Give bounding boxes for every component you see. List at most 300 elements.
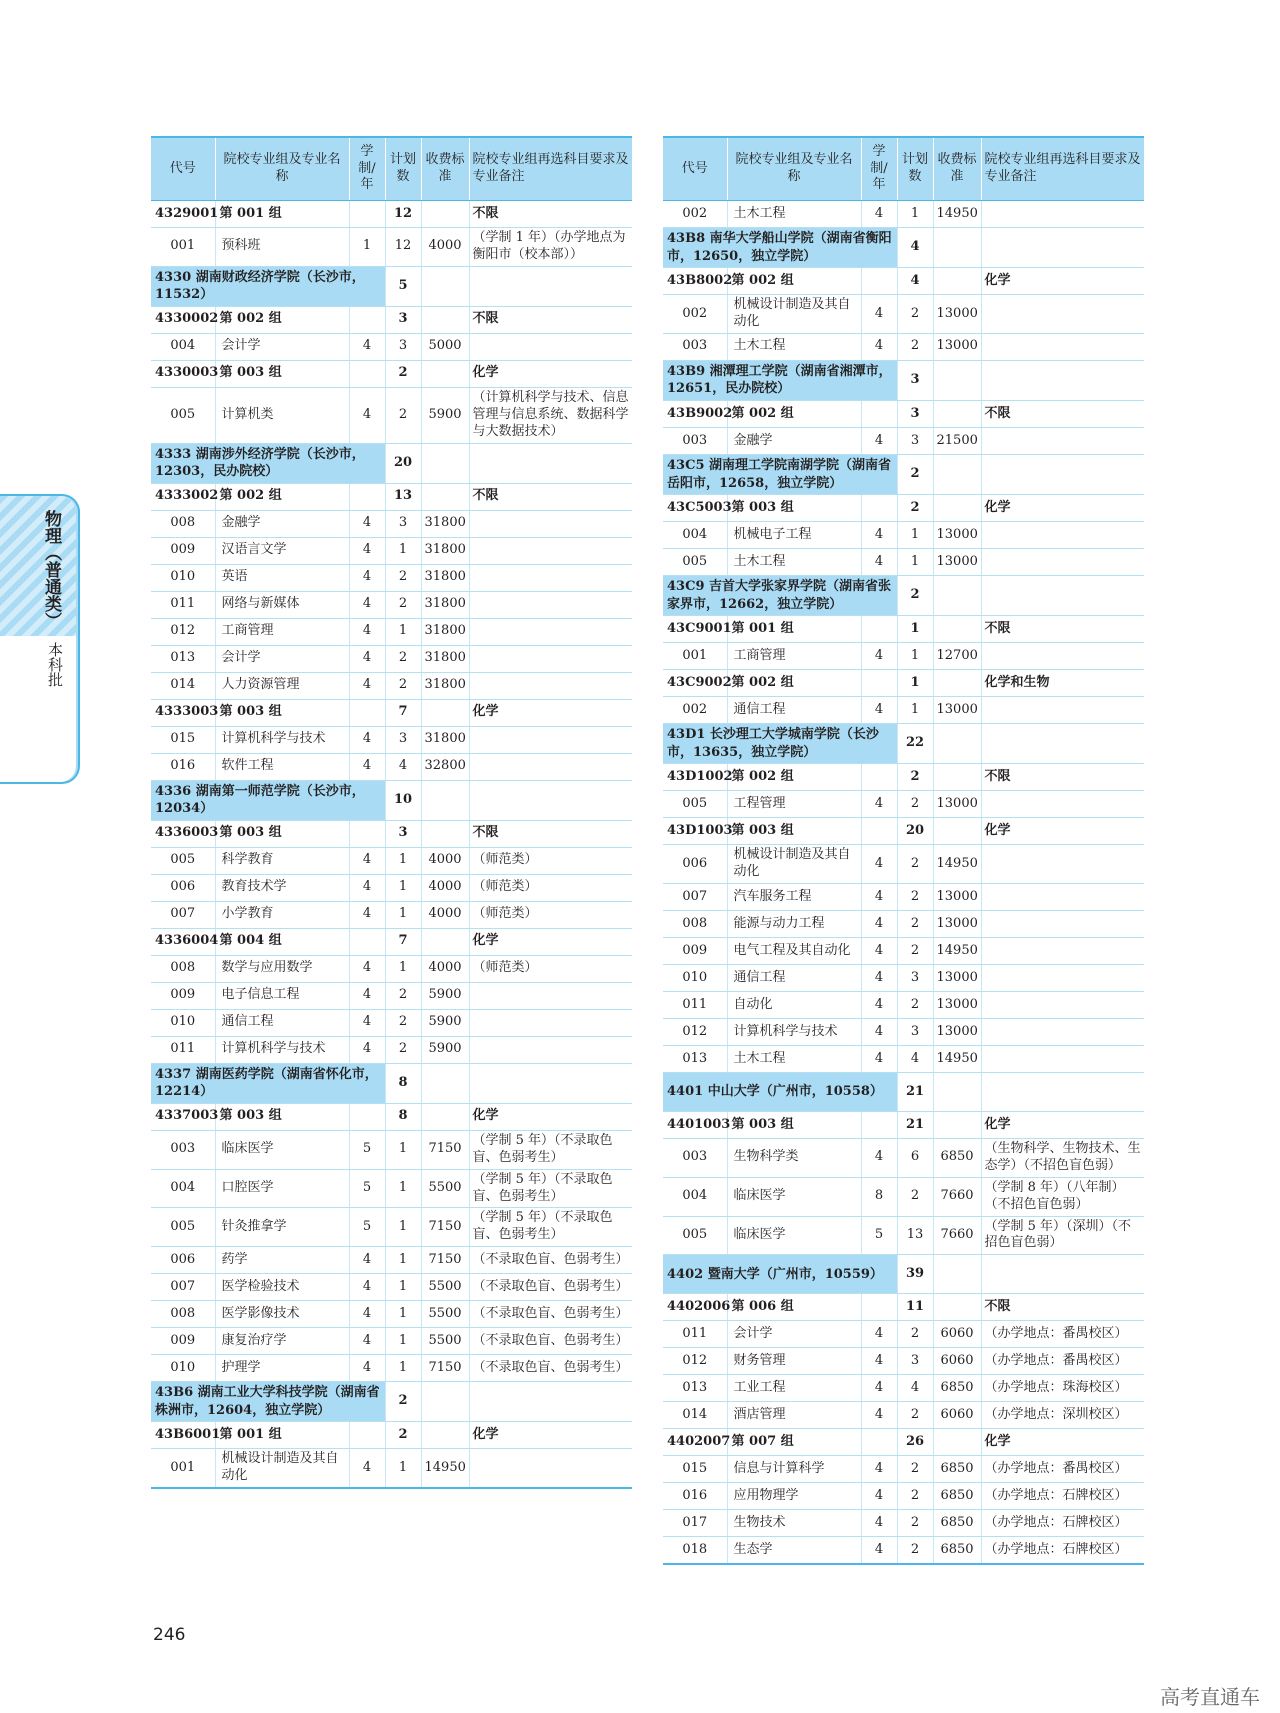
- major-name: 电子信息工程: [215, 982, 349, 1009]
- header-remark: 院校专业组再选科目要求及专业备注: [981, 137, 1144, 201]
- major-code: 001: [663, 643, 727, 670]
- remark-cell: [469, 1036, 632, 1063]
- major-row: [663, 1046, 1144, 1073]
- major-code: 005: [151, 387, 215, 443]
- fee-cell: 7660: [933, 1216, 981, 1255]
- years-cell: 4: [349, 333, 385, 360]
- remark-cell: （办学地点：石牌校区）: [981, 1510, 1144, 1537]
- remark-cell: [981, 454, 1144, 494]
- remark-cell: [981, 845, 1144, 884]
- major-code: 003: [663, 1139, 727, 1178]
- major-row: [151, 901, 632, 928]
- major-name: 信息与计算科学: [727, 1456, 861, 1483]
- remark-cell: （师范类）: [469, 901, 632, 928]
- plan-count: 2: [897, 295, 933, 334]
- fee-cell: [421, 928, 469, 955]
- fee-cell: 6850: [933, 1375, 981, 1402]
- group-row: [663, 818, 1144, 845]
- fee-cell: 5900: [421, 387, 469, 443]
- major-code: 006: [663, 845, 727, 884]
- fee-cell: 14950: [933, 1046, 981, 1073]
- group-code: 43C9001: [663, 616, 727, 643]
- header-code: 代号: [151, 137, 215, 201]
- fee-cell: 7150: [421, 1208, 469, 1247]
- years-cell: 4: [861, 1375, 897, 1402]
- fee-cell: 5900: [421, 982, 469, 1009]
- major-row: [663, 791, 1144, 818]
- major-row: [663, 1139, 1144, 1178]
- major-row: [151, 1130, 632, 1169]
- years-cell: 5: [349, 1208, 385, 1247]
- school-name: 4337 湖南医药学院（湖南省怀化市，12214）: [151, 1063, 385, 1103]
- remark-cell: （生物科学、生物技术、生态学）（不招色盲色弱）: [981, 1139, 1144, 1178]
- fee-cell: 4000: [421, 228, 469, 267]
- major-name: 工程管理: [727, 791, 861, 818]
- major-code: 013: [663, 1375, 727, 1402]
- header-remark: 院校专业组再选科目要求及专业备注: [469, 137, 632, 201]
- years-cell: [349, 699, 385, 726]
- years-cell: [861, 818, 897, 845]
- fee-cell: [933, 670, 981, 697]
- subject-requirement: 化学: [981, 268, 1144, 295]
- plan-count: 7: [385, 699, 421, 726]
- major-row: [151, 1009, 632, 1036]
- group-code: 4337003: [151, 1103, 215, 1130]
- major-code: 009: [663, 938, 727, 965]
- remark-cell: （学制 8 年）（八年制）（不招色盲色弱）: [981, 1177, 1144, 1216]
- remark-cell: （办学地点：珠海校区）: [981, 1375, 1144, 1402]
- fee-cell: 4000: [421, 901, 469, 928]
- group-row: [663, 268, 1144, 295]
- fee-cell: [933, 228, 981, 268]
- major-name: 自动化: [727, 992, 861, 1019]
- major-row: [663, 992, 1144, 1019]
- plan-count: 1: [897, 549, 933, 576]
- plan-count: 1: [385, 1301, 421, 1328]
- major-name: 通信工程: [215, 1009, 349, 1036]
- side-tab-category: 物理（普通类）: [41, 510, 61, 629]
- years-cell: 4: [861, 1537, 897, 1565]
- major-code: 009: [151, 1328, 215, 1355]
- major-row: [151, 387, 632, 443]
- fee-cell: 14950: [933, 201, 981, 228]
- remark-cell: [469, 443, 632, 483]
- group-code: 43B8002: [663, 268, 727, 295]
- subject-requirement: 不限: [981, 400, 1144, 427]
- major-name: 会计学: [727, 1321, 861, 1348]
- remark-cell: （学制 5 年）（不录取色盲、色弱考生）: [469, 1130, 632, 1169]
- plan-count: 2: [385, 591, 421, 618]
- header-plan: 计划数: [897, 137, 933, 201]
- remark-cell: [981, 427, 1144, 454]
- subject-requirement: 不限: [469, 201, 632, 228]
- remark-cell: [981, 228, 1144, 268]
- plan-count: 3: [897, 400, 933, 427]
- major-row: [663, 333, 1144, 360]
- major-row: [663, 427, 1144, 454]
- group-code: 43D1003: [663, 818, 727, 845]
- subject-requirement: 化学: [469, 1103, 632, 1130]
- school-row: [663, 228, 1144, 268]
- major-name: 药学: [215, 1247, 349, 1274]
- years-cell: [861, 1429, 897, 1456]
- major-row: [663, 1510, 1144, 1537]
- years-cell: 4: [349, 982, 385, 1009]
- major-row: [151, 847, 632, 874]
- major-name: 医学影像技术: [215, 1301, 349, 1328]
- admission-table-left: [151, 136, 632, 1489]
- fee-cell: 31800: [421, 645, 469, 672]
- remark-cell: [981, 201, 1144, 228]
- table-body-right: [663, 201, 1144, 1565]
- school-name: 4402 暨南大学（广州市，10559）: [663, 1255, 897, 1294]
- years-cell: 5: [861, 1216, 897, 1255]
- fee-cell: [421, 1382, 469, 1422]
- years-cell: [349, 1422, 385, 1449]
- major-code: 006: [151, 874, 215, 901]
- plan-count: 8: [385, 1103, 421, 1130]
- years-cell: [861, 268, 897, 295]
- remark-cell: （办学地点：番禺校区）: [981, 1348, 1144, 1375]
- remark-cell: [469, 780, 632, 820]
- fee-cell: 6850: [933, 1510, 981, 1537]
- fee-cell: 31800: [421, 564, 469, 591]
- major-row: [663, 1321, 1144, 1348]
- major-row: [663, 1216, 1144, 1255]
- major-name: 计算机科学与技术: [215, 1036, 349, 1063]
- group-name: 第 002 组: [727, 400, 861, 427]
- school-name: 4333 湖南涉外经济学院（长沙市，12303，民办院校）: [151, 443, 385, 483]
- years-cell: [349, 306, 385, 333]
- school-row: [663, 576, 1144, 616]
- fee-cell: 5500: [421, 1328, 469, 1355]
- remark-cell: [981, 911, 1144, 938]
- years-cell: 4: [861, 1321, 897, 1348]
- group-name: 第 003 组: [215, 699, 349, 726]
- major-row: [151, 333, 632, 360]
- school-row: [663, 360, 1144, 400]
- major-row: [151, 1301, 632, 1328]
- plan-count: 3: [385, 306, 421, 333]
- plan-count: 2: [897, 576, 933, 616]
- fee-cell: [933, 268, 981, 295]
- plan-count: 2: [897, 845, 933, 884]
- major-name: 能源与动力工程: [727, 911, 861, 938]
- group-row: [151, 1103, 632, 1130]
- remark-cell: （不录取色盲、色弱考生）: [469, 1328, 632, 1355]
- major-code: 002: [663, 295, 727, 334]
- side-tab-inner: [0, 496, 76, 782]
- group-code: 4402006: [663, 1294, 727, 1321]
- years-cell: 4: [349, 645, 385, 672]
- major-name: 临床医学: [727, 1216, 861, 1255]
- plan-count: 2: [385, 645, 421, 672]
- plan-count: 3: [385, 333, 421, 360]
- group-name: 第 006 组: [727, 1294, 861, 1321]
- fee-cell: [421, 1422, 469, 1449]
- years-cell: 4: [349, 387, 385, 443]
- plan-count: 4: [897, 268, 933, 295]
- plan-count: 1: [385, 955, 421, 982]
- major-row: [663, 1375, 1144, 1402]
- group-name: 第 002 组: [727, 764, 861, 791]
- remark-cell: （计算机科学与技术、信息管理与信息系统、数据科学与大数据技术）: [469, 387, 632, 443]
- plan-count: 3: [897, 965, 933, 992]
- remark-cell: [469, 510, 632, 537]
- plan-count: 2: [385, 564, 421, 591]
- plan-count: 1: [385, 1169, 421, 1208]
- major-name: 金融学: [727, 427, 861, 454]
- school-row: [151, 780, 632, 820]
- remark-cell: （师范类）: [469, 874, 632, 901]
- fee-cell: 7660: [933, 1177, 981, 1216]
- major-name: 会计学: [215, 645, 349, 672]
- years-cell: 4: [861, 333, 897, 360]
- years-cell: 4: [861, 1348, 897, 1375]
- plan-count: 3: [897, 427, 933, 454]
- major-code: 014: [663, 1402, 727, 1429]
- fee-cell: 5500: [421, 1169, 469, 1208]
- plan-count: 20: [385, 443, 421, 483]
- plan-count: 2: [897, 1456, 933, 1483]
- major-name: 医学检验技术: [215, 1274, 349, 1301]
- plan-count: 2: [897, 791, 933, 818]
- remark-cell: [469, 672, 632, 699]
- major-row: [663, 845, 1144, 884]
- major-name: 工商管理: [727, 643, 861, 670]
- major-name: 土木工程: [727, 1046, 861, 1073]
- group-name: 第 002 组: [215, 306, 349, 333]
- table-header-row: [663, 137, 1144, 201]
- major-code: 007: [151, 1274, 215, 1301]
- plan-count: 2: [897, 1321, 933, 1348]
- fee-cell: 14950: [933, 845, 981, 884]
- group-code: 43C9002: [663, 670, 727, 697]
- plan-count: 2: [385, 1009, 421, 1036]
- header-code: 代号: [663, 137, 727, 201]
- fee-cell: [421, 443, 469, 483]
- school-name: 4401 中山大学（广州市，10558）: [663, 1073, 897, 1112]
- remark-cell: [981, 295, 1144, 334]
- years-cell: 4: [861, 427, 897, 454]
- watermark: 高考直通车: [1160, 1685, 1260, 1709]
- plan-count: 2: [897, 1402, 933, 1429]
- school-row: [663, 1255, 1144, 1294]
- major-row: [151, 1247, 632, 1274]
- fee-cell: 6850: [933, 1139, 981, 1178]
- subject-requirement: 化学: [981, 1429, 1144, 1456]
- remark-cell: （不录取色盲、色弱考生）: [469, 1247, 632, 1274]
- fee-cell: 31800: [421, 537, 469, 564]
- plan-count: 1: [385, 1355, 421, 1382]
- years-cell: [349, 820, 385, 847]
- major-code: 002: [663, 201, 727, 228]
- major-name: 计算机科学与技术: [215, 726, 349, 753]
- fee-cell: 21500: [933, 427, 981, 454]
- fee-cell: 13000: [933, 791, 981, 818]
- years-cell: [349, 360, 385, 387]
- school-name: 43C9 吉首大学张家界学院（湖南省张家界市，12662，独立学院）: [663, 576, 897, 616]
- years-cell: 4: [349, 564, 385, 591]
- fee-cell: [933, 400, 981, 427]
- remark-cell: [469, 333, 632, 360]
- major-row: [663, 1348, 1144, 1375]
- group-row: [151, 483, 632, 510]
- major-name: 临床医学: [215, 1130, 349, 1169]
- fee-cell: [933, 724, 981, 764]
- remark-cell: [981, 965, 1144, 992]
- remark-cell: [981, 576, 1144, 616]
- fee-cell: [421, 780, 469, 820]
- fee-cell: 6850: [933, 1537, 981, 1565]
- subject-requirement: 不限: [981, 616, 1144, 643]
- major-code: 004: [151, 333, 215, 360]
- fee-cell: 6850: [933, 1483, 981, 1510]
- remark-cell: （办学地点：深圳校区）: [981, 1402, 1144, 1429]
- years-cell: 4: [861, 1483, 897, 1510]
- remark-cell: （学制 5 年）（不录取色盲、色弱考生）: [469, 1169, 632, 1208]
- remark-cell: [981, 724, 1144, 764]
- fee-cell: [933, 576, 981, 616]
- remark-cell: （办学地点：番禺校区）: [981, 1321, 1144, 1348]
- major-name: 汽车服务工程: [727, 884, 861, 911]
- header-plan: 计划数: [385, 137, 421, 201]
- major-name: 计算机科学与技术: [727, 1019, 861, 1046]
- major-code: 006: [151, 1247, 215, 1274]
- major-code: 004: [151, 1169, 215, 1208]
- remark-cell: [469, 1382, 632, 1422]
- school-name: 4330 湖南财政经济学院（长沙市，11532）: [151, 266, 385, 306]
- plan-count: 2: [897, 1537, 933, 1565]
- fee-cell: [933, 616, 981, 643]
- major-code: 008: [151, 510, 215, 537]
- fee-cell: [421, 483, 469, 510]
- fee-cell: 4000: [421, 847, 469, 874]
- major-row: [663, 697, 1144, 724]
- major-name: 机械电子工程: [727, 522, 861, 549]
- years-cell: 4: [861, 938, 897, 965]
- fee-cell: [421, 266, 469, 306]
- major-code: 015: [151, 726, 215, 753]
- group-name: 第 003 组: [215, 1103, 349, 1130]
- major-name: 口腔医学: [215, 1169, 349, 1208]
- remark-cell: [469, 266, 632, 306]
- major-name: 网络与新媒体: [215, 591, 349, 618]
- years-cell: 4: [349, 618, 385, 645]
- remark-cell: [981, 791, 1144, 818]
- plan-count: 1: [897, 522, 933, 549]
- remark-cell: （不录取色盲、色弱考生）: [469, 1355, 632, 1382]
- years-cell: [349, 928, 385, 955]
- years-cell: 4: [861, 845, 897, 884]
- major-row: [151, 591, 632, 618]
- years-cell: [861, 670, 897, 697]
- remark-cell: [981, 1073, 1144, 1112]
- major-code: 011: [663, 1321, 727, 1348]
- subject-requirement: 化学: [469, 928, 632, 955]
- header-years: 学制/年: [349, 137, 385, 201]
- fee-cell: 31800: [421, 726, 469, 753]
- remark-cell: [981, 549, 1144, 576]
- major-row: [151, 726, 632, 753]
- years-cell: 4: [861, 643, 897, 670]
- group-name: 第 004 组: [215, 928, 349, 955]
- remark-cell: （师范类）: [469, 847, 632, 874]
- plan-count: 2: [897, 884, 933, 911]
- plan-count: 1: [385, 1247, 421, 1274]
- years-cell: 4: [349, 537, 385, 564]
- years-cell: 4: [861, 992, 897, 1019]
- fee-cell: 13000: [933, 1019, 981, 1046]
- group-row: [151, 201, 632, 228]
- plan-count: 13: [385, 483, 421, 510]
- fee-cell: [421, 820, 469, 847]
- major-code: 008: [151, 1301, 215, 1328]
- major-row: [663, 522, 1144, 549]
- years-cell: 4: [861, 1456, 897, 1483]
- major-row: [151, 1169, 632, 1208]
- years-cell: 4: [349, 1274, 385, 1301]
- major-name: 机械设计制造及其自动化: [727, 295, 861, 334]
- group-row: [663, 670, 1144, 697]
- remark-cell: [469, 537, 632, 564]
- years-cell: 8: [861, 1177, 897, 1216]
- fee-cell: 7150: [421, 1247, 469, 1274]
- plan-count: 1: [385, 618, 421, 645]
- years-cell: 4: [861, 1402, 897, 1429]
- group-name: 第 007 组: [727, 1429, 861, 1456]
- fee-cell: 13000: [933, 295, 981, 334]
- major-row: [151, 1274, 632, 1301]
- years-cell: 4: [349, 510, 385, 537]
- fee-cell: 7150: [421, 1355, 469, 1382]
- years-cell: 4: [349, 847, 385, 874]
- years-cell: [861, 495, 897, 522]
- group-name: 第 003 组: [727, 818, 861, 845]
- major-row: [151, 537, 632, 564]
- plan-count: 12: [385, 201, 421, 228]
- major-code: 010: [151, 1009, 215, 1036]
- years-cell: 4: [349, 874, 385, 901]
- major-row: [151, 1328, 632, 1355]
- major-code: 009: [151, 537, 215, 564]
- plan-count: 1: [897, 616, 933, 643]
- major-code: 001: [151, 1449, 215, 1488]
- subject-requirement: 化学: [469, 360, 632, 387]
- years-cell: 4: [861, 549, 897, 576]
- plan-count: 3: [385, 726, 421, 753]
- major-name: 工商管理: [215, 618, 349, 645]
- plan-count: 1: [385, 1328, 421, 1355]
- major-name: 财务管理: [727, 1348, 861, 1375]
- fee-cell: [933, 1073, 981, 1112]
- remark-cell: [981, 522, 1144, 549]
- remark-cell: （办学地点：石牌校区）: [981, 1537, 1144, 1565]
- group-code: 4333002: [151, 483, 215, 510]
- fee-cell: [933, 1294, 981, 1321]
- fee-cell: [933, 495, 981, 522]
- major-code: 008: [151, 955, 215, 982]
- fee-cell: [421, 1103, 469, 1130]
- subject-requirement: 不限: [981, 1294, 1144, 1321]
- plan-count: 1: [385, 847, 421, 874]
- fee-cell: [421, 306, 469, 333]
- table-header-row: [151, 137, 632, 201]
- fee-cell: [933, 454, 981, 494]
- school-row: [151, 1063, 632, 1103]
- fee-cell: 5500: [421, 1274, 469, 1301]
- fee-cell: [933, 1429, 981, 1456]
